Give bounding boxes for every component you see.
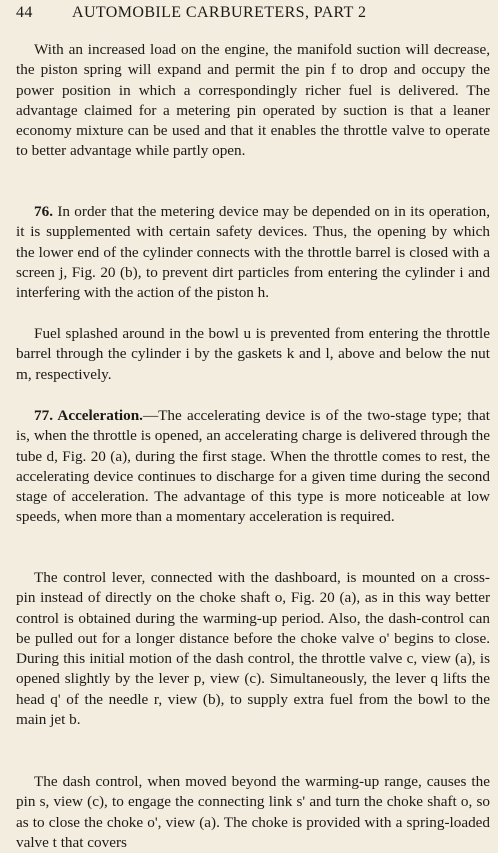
- paragraph-77-acceleration: [16, 406, 490, 528]
- section-number-76: 76.: [34, 203, 53, 220]
- paragraph-suction-metering: With an increased load on the engine, the manifold suction will decrease, the piston spring will expand and permit the pin f to drop and occupy the power position in which a correspondingly richer fuel is delivered. The advantage claimed for a metering pin operated by suction is that a leaner economy mixture can be used and that it enables the throttle valve to operate to better advantage while partly open.: [16, 41, 490, 160]
- paragraph-77-text: —The accelerating device is of the two-stage type; that is, when the throttle is opened, an accelerating charge is delivered through the tube d, Fig. 20 (a), during the first stage. When the throttle comes to rest, the accelerating device continues to discharge for a given time during the second stage of acceleration. The advantage of this type is more noticeable at low speeds, when more than a momentary acceleration is required.: [16, 407, 490, 526]
- section-heading-acceleration: 77. Acceleration.: [34, 407, 143, 424]
- paragraph-dash-control: The dash control, when moved beyond the warming-up range, causes the pin s, view (c), to engage the connecting link s' and turn the choke shaft o, so as to close the choke o', view (a). The choke is provided with a spring-loaded valve t that covers: [16, 773, 490, 851]
- paragraph-gaskets: Fuel splashed around in the bowl u is prevented from entering the throttle barrel through the cylinder i by the gaskets k and l, above and below the nut m, respectively.: [16, 325, 490, 383]
- paragraph-76-safety-devices: [16, 202, 490, 303]
- running-title: AUTOMOBILE CARBURETERS, PART 2: [72, 4, 367, 21]
- paragraph-76-text: In order that the metering device may be depended on in its operation, it is supplemented with certain safety devices. Thus, the opening by which the lower end of the cylinder connects with the throttle barrel is closed with a screen j, Fig. 20 (b), to prevent dirt particles from entering the cylinder i and interfering with the action of the piston h.: [16, 203, 490, 302]
- running-header: [16, 4, 486, 26]
- page-number: 44: [16, 4, 33, 21]
- paragraph-control-lever: The control lever, connected with the dashboard, is mounted on a cross-pin instead of directly on the choke shaft o, Fig. 20 (a), as in this way better control is obtained during the warming-up period. Also, the dash-control can be pulled out for a longer distance before the choke valve o' begins to close. During this initial motion of the dash control, the throttle valve c, view (a), is opened slightly by the lever p, view (c). Simultaneously, the lever q lifts the head q' of the needle r, view (b), to supply extra fuel from the bowl to the main jet b.: [16, 569, 490, 729]
